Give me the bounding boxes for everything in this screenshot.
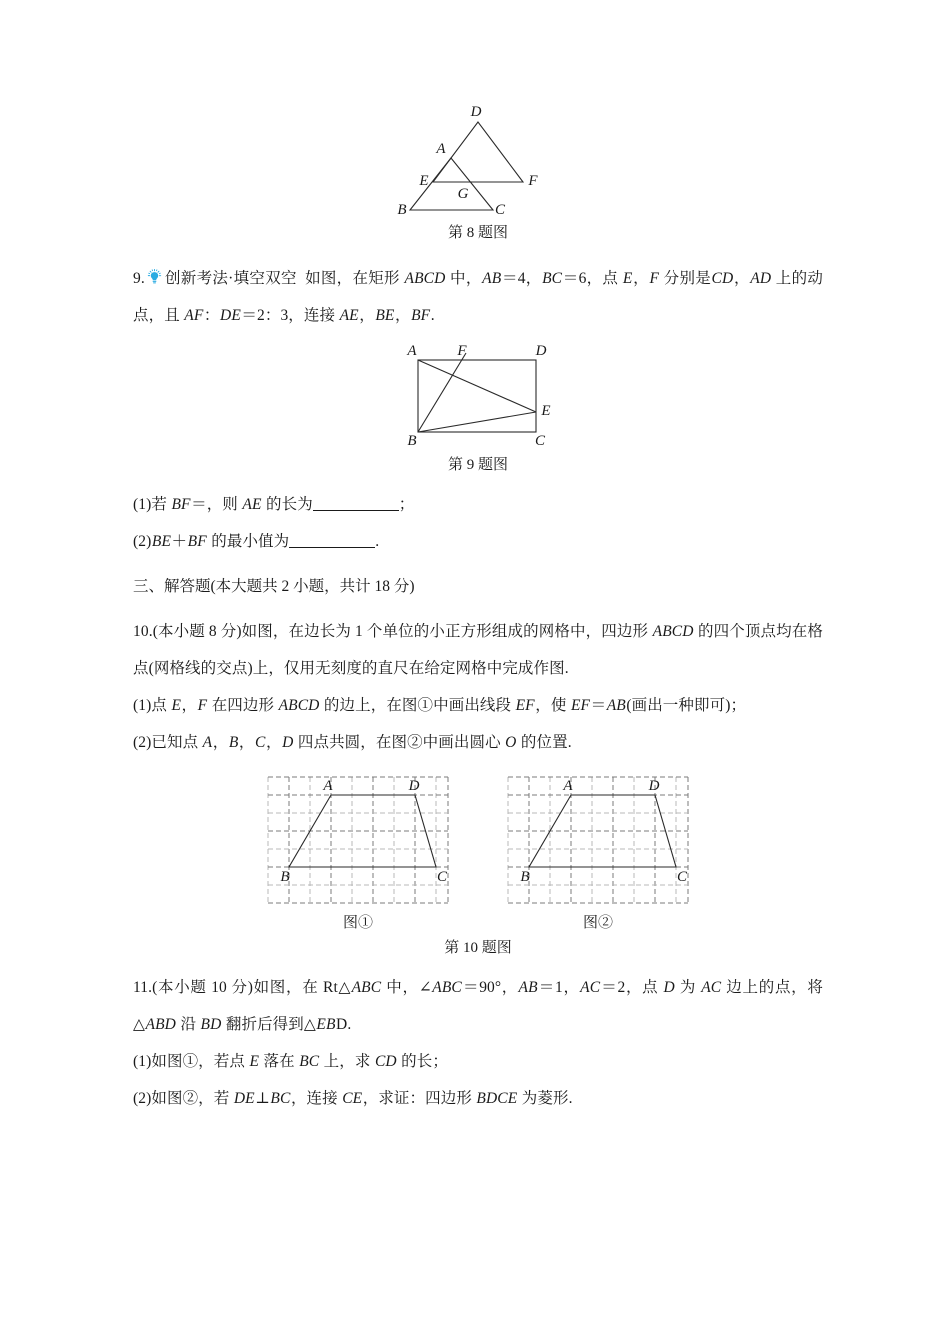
p11-abc2: ABC: [432, 979, 462, 996]
grid-1-svg: [258, 769, 458, 909]
grid-lines-2: [508, 777, 688, 903]
grid-figure-2: [498, 769, 698, 935]
p10s1-b: ，: [181, 697, 198, 714]
label-F: F: [528, 173, 538, 189]
p11s2-d: ，求证：四边形: [362, 1090, 476, 1107]
problem-10-number: 10.: [133, 623, 153, 640]
grid1-label-A: A: [323, 778, 333, 794]
p10s1-ef2: EF: [570, 697, 591, 714]
p11-abc: ABC: [351, 979, 382, 996]
grid2-label-A: A: [563, 778, 573, 794]
section-3-heading: 三、解答题(本大题共 2 小题，共计 18 分): [133, 578, 415, 595]
p11-lead6: 为: [675, 979, 701, 996]
p9-ad: AD: [750, 270, 772, 287]
p9-t11: ，: [359, 307, 375, 324]
label-F9: F: [457, 343, 467, 359]
p9s2-a: (2): [133, 533, 152, 550]
p9-de: DE: [220, 307, 241, 324]
p10s1-f2: ＝: [590, 697, 607, 714]
label-D9: D: [535, 343, 547, 359]
figure-9-svg: [388, 342, 568, 452]
label-A9: A: [407, 343, 417, 359]
rectangle-abcd: [418, 360, 536, 432]
p9-t5: ，: [632, 270, 649, 287]
p9-af: AF: [184, 307, 204, 324]
label-E: E: [419, 173, 429, 189]
p11s1-bc: BC: [299, 1053, 320, 1070]
problem-9-sub2: [133, 523, 823, 560]
label-C: C: [494, 202, 506, 218]
figure-8-block: [133, 100, 823, 246]
p11-l2d: D.: [336, 1016, 352, 1033]
p9-ab: AB: [482, 270, 502, 287]
p10s1-d: 的边上，在图①中画出线段: [319, 697, 516, 714]
segment-be: [418, 412, 536, 432]
p9s2-bf: BF: [187, 533, 207, 550]
p10s2-b: ，: [212, 734, 229, 751]
figure-10-block: [133, 769, 823, 961]
grid2-label-D: D: [648, 778, 660, 794]
segment-ae: [418, 360, 536, 412]
p11s1-cd: CD: [374, 1053, 397, 1070]
p11s1-b: 落在: [259, 1053, 299, 1070]
p11-lead3: ＝90°，: [462, 979, 519, 996]
problem-11-sub1: [133, 1043, 823, 1080]
p11-l2a: 点，将△: [133, 979, 823, 1033]
answer-blank-9-2[interactable]: [289, 533, 375, 548]
p11-lead4: ＝1，: [538, 979, 580, 996]
problem-9-sub1: [133, 486, 823, 523]
p11s2-ce: CE: [342, 1090, 363, 1107]
p9s1-b: ＝，则: [191, 496, 242, 513]
label-B: B: [397, 202, 407, 218]
p9s2-end: .: [375, 533, 380, 550]
p10-lead: (本小题 8 分)如图，在边长为 1 个单位的小正方形组成的网格中，四边形: [152, 623, 653, 640]
answer-blank-9-1[interactable]: [313, 496, 399, 511]
figure-9-drawing: [133, 342, 823, 452]
p11s1-a: (1)如图①，若点: [133, 1053, 249, 1070]
problem-10-sub2: [133, 724, 823, 761]
label-D: D: [470, 104, 482, 120]
figure-9-block: [133, 342, 823, 478]
p10s1-e: E: [171, 697, 182, 714]
p9-t8: 上的动点，且: [133, 270, 823, 324]
p9-t7: ，: [733, 270, 750, 287]
p10s1-ef: EF: [515, 697, 535, 714]
problem-11-sub2: [133, 1080, 823, 1117]
grid-lines-1: [268, 777, 448, 903]
grid-1-caption: 图①: [342, 915, 373, 931]
label-C9: C: [534, 433, 546, 449]
label-E9: E: [541, 403, 551, 419]
grid1-label-D: D: [408, 778, 420, 794]
grid-2-svg: [498, 769, 698, 909]
grid-figure-1: [258, 769, 458, 935]
p11-abd: ABD: [145, 1016, 176, 1033]
p9-f: F: [649, 270, 660, 287]
grid2-label-B: B: [520, 869, 530, 885]
triangle-def: [433, 122, 523, 182]
grid-2-caption: 图②: [582, 915, 613, 931]
p10s1-f: F: [197, 697, 208, 714]
problem-10-sub1: [133, 687, 823, 724]
p9s1-a: (1)若: [133, 496, 171, 513]
p11-ab: AB: [518, 979, 538, 996]
p10s1-c: 在四边形: [207, 697, 279, 714]
p9s1-c: 的长为: [262, 496, 313, 513]
figure-8-drawing: [133, 100, 823, 220]
p9s2-be: BE: [151, 533, 172, 550]
p9-t1: 如图，在矩形: [305, 270, 405, 287]
p10s2-A: A: [202, 734, 213, 751]
p11-ac2: AC: [701, 979, 722, 996]
p9-e: E: [622, 270, 633, 287]
problem-9-statement: [133, 260, 823, 334]
label-B9: B: [407, 433, 417, 449]
p10s2-B: B: [228, 734, 239, 751]
p11s1-e: E: [249, 1053, 260, 1070]
p10s2-O: O: [505, 734, 517, 751]
figure-10-caption: 第 10 题图: [444, 940, 512, 956]
p9-t12: ，: [394, 307, 411, 324]
problem-11-number: 11.: [133, 979, 153, 996]
p11-ebd: EB: [316, 1016, 336, 1033]
p10s2-f: 的位置.: [516, 734, 572, 751]
problem-9-number: 9.: [133, 270, 145, 287]
figure-10-grids: [133, 769, 823, 935]
problem-11-statement: [133, 969, 823, 1043]
p11s2-c: ，连接: [290, 1090, 342, 1107]
p10s2-a: (2)已知点: [133, 734, 203, 751]
p9-t4: ＝6，点: [562, 270, 623, 287]
p11-lead: (本小题 10 分)如图，在 Rt△: [152, 979, 352, 996]
figure-9-caption: 第 9 题图: [447, 457, 508, 473]
p11s1-d: 的长；: [397, 1053, 448, 1070]
p9-t13: .: [430, 307, 435, 324]
p9-abcd: ABCD: [404, 270, 446, 287]
p11s2-de: DE: [233, 1090, 255, 1107]
p10s1-ab: AB: [606, 697, 626, 714]
p9-cd: CD: [711, 270, 734, 287]
label-A: A: [436, 141, 446, 157]
p11-lead2: 中，∠: [381, 979, 432, 996]
p9-ae: AE: [339, 307, 359, 324]
lightbulb-icon: [146, 269, 163, 286]
p9s1-ae: AE: [242, 496, 262, 513]
p9-t3: ＝4，: [501, 270, 542, 287]
p10s1-e2: ，使: [535, 697, 571, 714]
p10s2-C: C: [255, 734, 266, 751]
p9-bf: BF: [411, 307, 431, 324]
p9-t10: ＝2：3，连接: [241, 307, 340, 324]
p11-ac: AC: [580, 979, 601, 996]
p10s1-abcd: ABCD: [278, 697, 320, 714]
figure-8-caption: 第 8 题图: [447, 225, 508, 241]
grid1-label-B: B: [280, 869, 290, 885]
p11-l2c: 翻折后得到△: [221, 1016, 316, 1033]
p9-be: BE: [375, 307, 395, 324]
p11s2-bc: BC: [270, 1090, 291, 1107]
p10s1-a: (1)点: [133, 697, 171, 714]
page-content: [133, 100, 823, 1117]
problem-9-tag: 创新考法·填空双空: [164, 270, 297, 287]
p10s2-e: 四点共圆，在图②中画出圆心: [293, 734, 505, 751]
p9s2-c: 的最小值为: [207, 533, 290, 550]
p10s2-D: D: [282, 734, 294, 751]
figure-8-svg: [383, 100, 573, 220]
p9s1-bf: BF: [171, 496, 191, 513]
p9s2-b: ＋: [171, 533, 188, 550]
p11s1-c: 上，求: [319, 1053, 375, 1070]
problem-10-statement: [133, 613, 823, 687]
label-G: G: [457, 186, 469, 202]
segment-bf: [418, 353, 466, 432]
p11s2-b: ⊥: [255, 1090, 270, 1107]
p11-lead5: ＝2，点: [600, 979, 663, 996]
grid1-label-C: C: [436, 869, 448, 885]
p10s1-g: (画出一种即可)；: [626, 697, 747, 714]
p10s2-c: ，: [238, 734, 255, 751]
p9s1-end: ；: [398, 496, 415, 513]
p9-t6: 分别是: [659, 270, 712, 287]
p9-t2: 中，: [445, 270, 482, 287]
grid2-label-C: C: [676, 869, 688, 885]
p9-t9: ：: [203, 307, 220, 324]
p11-d: D: [663, 979, 675, 996]
p11-l2b: 沿: [176, 1016, 201, 1033]
p11s2-a: (2)如图②，若: [133, 1090, 234, 1107]
p10-lead2: 的四个顶点均在格点(网格线的交点)上，仅用无刻度的直尺在给定网格中完成作图.: [133, 623, 823, 677]
p9-bc: BC: [542, 270, 563, 287]
p11s2-bdce: BDCE: [476, 1090, 518, 1107]
p10-abcd: ABCD: [652, 623, 694, 640]
p11-lead7: 边上的: [721, 979, 775, 996]
p11s2-e: 为菱形.: [517, 1090, 573, 1107]
p10s2-d: ，: [265, 734, 282, 751]
p11-bd: BD: [200, 1016, 222, 1033]
